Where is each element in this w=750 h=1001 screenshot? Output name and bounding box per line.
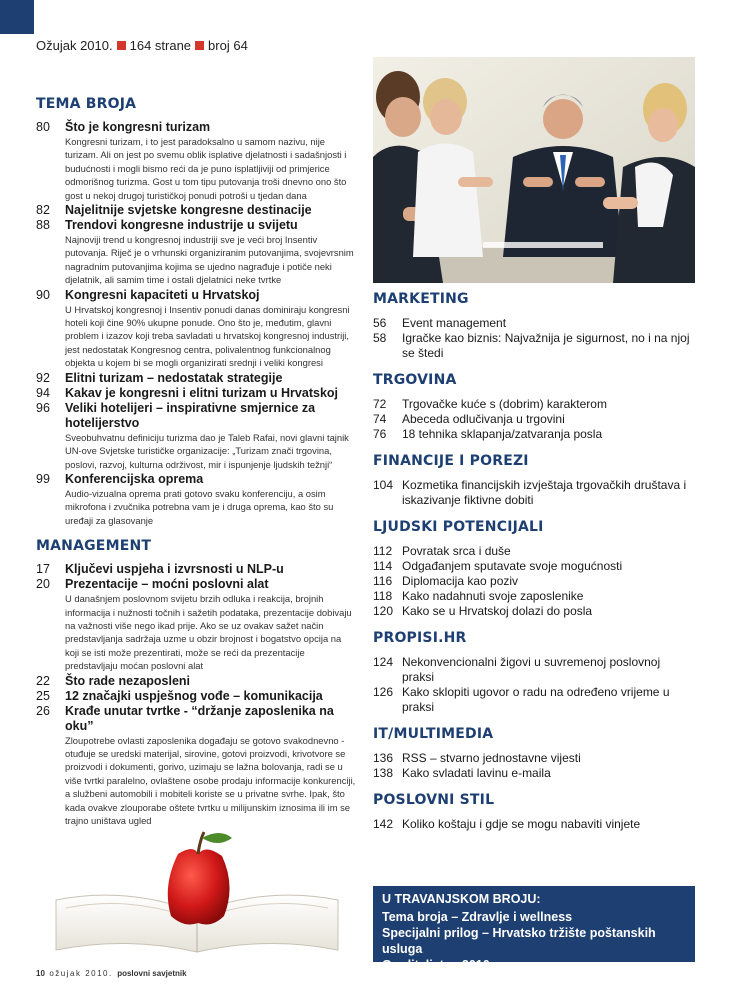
page-number: 112 [373, 544, 393, 558]
article-title: 18 tehnika sklapanja/zatvaranja posla [402, 427, 603, 441]
section-trgovina [373, 372, 695, 442]
article-title: Event management [402, 316, 507, 330]
article-title: Povratak srca i duše [402, 544, 511, 558]
toc-entry[interactable] [373, 397, 695, 412]
toc-entry[interactable] [373, 766, 695, 781]
page-number: 58 [373, 331, 387, 345]
page-number: 118 [373, 589, 393, 603]
toc-entry[interactable] [36, 288, 356, 371]
toc-entry[interactable] [373, 604, 695, 619]
toc-entry[interactable] [36, 218, 356, 288]
section-heading-marketing: MARKETING [373, 291, 469, 307]
page-number: 120 [373, 604, 394, 618]
article-title: Kako sklopiti ugovor o radu na određeno vrijeme u praksi [402, 685, 670, 714]
red-square-icon [195, 41, 204, 50]
article-description: Sveobuhvatnu definiciju turizma dao je Taleb Rafai, novi glavni tajnik UN-ove Svjetske turističke organizacije: „Turizam znači trgovina, poslovi, razvoj, kulturna održivost, mir i ispunjenje ljudskih težnji“ [65, 431, 349, 470]
page-number: 26 [36, 703, 50, 718]
toc-entry[interactable] [373, 316, 695, 331]
page-number: 116 [373, 574, 393, 588]
article-title: Kongresni kapaciteti u Hrvatskoj [65, 287, 260, 302]
section-marketing [373, 291, 695, 361]
article-title: Ključevi uspjeha i izvrsnosti u NLP-u [65, 562, 284, 577]
toc-entry[interactable] [36, 704, 356, 829]
page-number: 138 [373, 766, 394, 780]
article-description: Zloupotrebe ovlasti zaposlenika događaju se gotovo svakodnevno - otuđuje se uredski materijal, sirovine, gotovi proizvodi, krivotvore se proizvodi i dokumenti, gorivo, uzimaju se lažna bolovanja, radi se u više tvrtki paralelno, ovlaštene osobe prodaju informacije konkurenciji, a službeni automobili i mobiteli koriste se u privatne svrhe. Ipak, što kada ovakve zlouporabe oštete tvrtku u milijunskim iznosima ili im se trajno uništava ugled [65, 734, 356, 826]
page-number: 80 [36, 120, 50, 134]
article-title: Što je kongresni turizam [65, 120, 211, 134]
article-title: Veliki hotelijeri – inspirativne smjernice za hotelijerstvo [65, 400, 316, 430]
page-number: 114 [373, 559, 393, 573]
toc-entry[interactable] [373, 817, 695, 832]
page-number: 25 [36, 688, 50, 703]
corner-color-block [0, 0, 34, 34]
toc-entry[interactable] [36, 577, 356, 673]
footer-date: ožujak 2010. [49, 969, 113, 978]
page-number: 90 [36, 287, 50, 302]
page-number: 126 [373, 685, 394, 699]
article-title: Kakav je kongresni i elitni turizam u Hrvatskoj [65, 385, 339, 400]
section-heading-propisi: PROPISI.HR [373, 630, 467, 646]
next-issue-line: Graditeljstvo 2010. [382, 958, 494, 972]
toc-entry[interactable] [36, 472, 356, 528]
article-description: Kongresni turizam, i to jest paradoksalno u samom nazivu, nije turizam. Ali on jest po svemu oblik isplative djelatnosti i sadašnjosti i budućnosti i mogli bismo reći da je puno isplatljiviji od primjerice odmorišnog turizma. Gost u tom tipu putovanja troši dnevno ono što gost u nekoj drugoj turističkoj ponudi potroši u tjedan dana [65, 136, 347, 201]
page-number: 96 [36, 400, 50, 415]
section-heading-management: MANAGEMENT [36, 538, 152, 555]
article-title: Elitni turizam – nedostatak strategije [65, 370, 283, 385]
toc-entry[interactable] [373, 655, 695, 685]
next-issue-line: Tema broja – Zdravlje i wellness [382, 910, 573, 924]
toc-entry[interactable] [373, 559, 695, 574]
article-title: Trendovi kongresne industrije u svijetu [65, 218, 298, 233]
page-number: 92 [36, 370, 50, 385]
article-description: Audio-vizualna oprema prati gotovo svaku konferenciju, a osim mikrofona i zvučnika potrebna vam je i druga oprema, kao što su uređaji za glasovanje [65, 487, 334, 526]
page-number: 124 [373, 655, 394, 669]
section-heading-trgovina: TRGOVINA [373, 372, 457, 388]
toc-entry[interactable] [373, 574, 695, 589]
issue-pages: 164 strane [129, 38, 192, 53]
article-title: Prezentacije – moćni poslovni alat [65, 577, 269, 592]
issue-date: Ožujak 2010. [36, 38, 113, 53]
page-number: 76 [373, 427, 387, 441]
page-number: 17 [36, 562, 50, 577]
article-title: Kako svladati lavinu e-maila [402, 766, 551, 780]
article-title: Konferencijska oprema [65, 471, 204, 486]
toc-entry[interactable] [373, 685, 695, 715]
page-number: 99 [36, 471, 50, 486]
next-issue-line: Specijalni prilog – Hrvatsko tržište poštanskih usluga [382, 926, 656, 956]
toc-entry[interactable] [373, 331, 695, 361]
next-issue-box [373, 886, 695, 972]
issue-info [36, 38, 248, 53]
section-heading-tema-broja: TEMA BROJA [36, 96, 137, 112]
section-financije-i-porezi [373, 453, 695, 508]
footer-magazine: poslovni savjetnik [117, 969, 187, 978]
article-title: 12 značajki uspješnog vođe – komunikacija [65, 688, 323, 703]
section-poslovni-stil [373, 792, 695, 832]
toc-entry[interactable] [373, 589, 695, 604]
article-title: Abeceda odlučivanja u trgovini [402, 412, 565, 426]
toc-entry[interactable] [36, 203, 356, 218]
apple-on-book-image [36, 828, 358, 958]
page-number: 142 [373, 817, 394, 831]
article-title: Kako nadahnuti svoje zaposlenike [402, 589, 584, 603]
article-title: Trgovačke kuće s (dobrim) karakterom [402, 397, 607, 411]
page-number: 136 [373, 751, 394, 765]
article-title: RSS – stvarno jednostavne vijesti [402, 751, 581, 765]
page-number: 104 [373, 478, 394, 492]
toc-entry[interactable] [36, 371, 356, 386]
page-number: 20 [36, 577, 50, 592]
toc-entry[interactable] [36, 562, 356, 577]
article-title: Koliko koštaju i gdje se mogu nabaviti vinjete [402, 817, 641, 831]
page-number: 82 [36, 203, 50, 218]
page-number: 22 [36, 673, 50, 688]
section-it-multimedia [373, 726, 695, 781]
toc-entry[interactable] [373, 478, 695, 508]
right-column [373, 291, 695, 843]
page-number: 74 [373, 412, 387, 426]
left-column [36, 96, 356, 828]
page-number: 88 [36, 218, 50, 233]
page-footer [36, 969, 187, 978]
toc-entry[interactable] [373, 427, 695, 442]
page-number: 56 [373, 316, 387, 330]
article-title: Najelitnije svjetske kongresne destinacije [65, 203, 312, 218]
page-number: 94 [36, 385, 50, 400]
article-description: Najnoviji trend u kongresnoj industriji sve je veći broj Insentiv putovanja. Riječ je o vrhunski organiziranim putovanjima, svojevrsnim nagradnim putovanjima kojima se ujedno nagrađuje i potiče neki djelatnik, ali samim time i ostali djelatnici neke tvrtke [65, 234, 354, 286]
section-heading-poslovni-stil: POSLOVNI STIL [373, 792, 495, 808]
toc-entry[interactable] [373, 544, 695, 559]
article-title: Kako se u Hrvatskoj dolazi do posla [402, 604, 593, 618]
toc-entry[interactable] [373, 751, 695, 766]
toc-entry[interactable] [36, 689, 356, 704]
toc-entry[interactable] [36, 674, 356, 689]
article-title: Kozmetika financijskih izvještaja trgovačkih društava i iskazivanje fiktivne dobiti [402, 478, 687, 507]
footer-page-number: 10 [36, 969, 45, 978]
article-title: Diplomacija kao poziv [402, 574, 519, 588]
article-title: Igračke kao biznis: Najvažnija je sigurnost, no i na njoj se štedi [402, 331, 690, 360]
article-description: U Hrvatskoj kongresnoj i Insentiv ponudi danas dominiraju kongresni hoteli koji čine 90% ukupne ponude. Ono što je, međutim, glavni problem i izazov koji treba savladati u hrvatskoj kongresnoj industriji, jest nedostatak Kongresnog centra, polivalentnog funkcionalnog objekta u kojem bi se mogli organizirati srednji i veliki kongresi [65, 303, 350, 369]
toc-entry[interactable] [36, 120, 356, 203]
section-heading-ljudski-potencijali: LJUDSKI POTENCIJALI [373, 519, 544, 535]
article-title: Odgađanjem sputavate svoje mogućnosti [402, 559, 623, 573]
issue-number: broj 64 [208, 38, 248, 53]
article-title: Nekonvencionalni žigovi u suvremenoj poslovnoj praksi [402, 655, 661, 684]
business-meeting-photo [373, 57, 695, 283]
toc-entry[interactable] [36, 401, 356, 472]
section-heading-it-multimedia: IT/MULTIMEDIA [373, 726, 494, 742]
article-title: Krađe unutar tvrtke - “držanje zaposlenika na oku” [65, 703, 334, 733]
red-square-icon [117, 41, 126, 50]
section-ljudski-potencijali [373, 519, 695, 619]
article-description: U današnjem poslovnom svijetu brzih odluka i reakcija, brojnih informacija i nužnosti točnih i sažetih podataka, prezentacije dobivaju na važnosti više nego ikad prije. Ako se uz ovakav sažet način predstavljanja sadržaja uzme u obzir brojnost i bogatstvo opcija na koji se isti može prezentirati, može se reći da prezentacije predstavljaju moćan poslovni alat [65, 593, 352, 672]
toc-entry[interactable] [373, 412, 695, 427]
section-heading-financije: FINANCIJE I POREZI [373, 453, 529, 469]
next-issue-title: U TRAVANJSKOM BROJU: [382, 892, 541, 906]
page-number: 72 [373, 397, 387, 411]
article-title: Što rade nezaposleni [65, 673, 191, 688]
toc-entry[interactable] [36, 386, 356, 401]
section-propisi [373, 630, 695, 715]
